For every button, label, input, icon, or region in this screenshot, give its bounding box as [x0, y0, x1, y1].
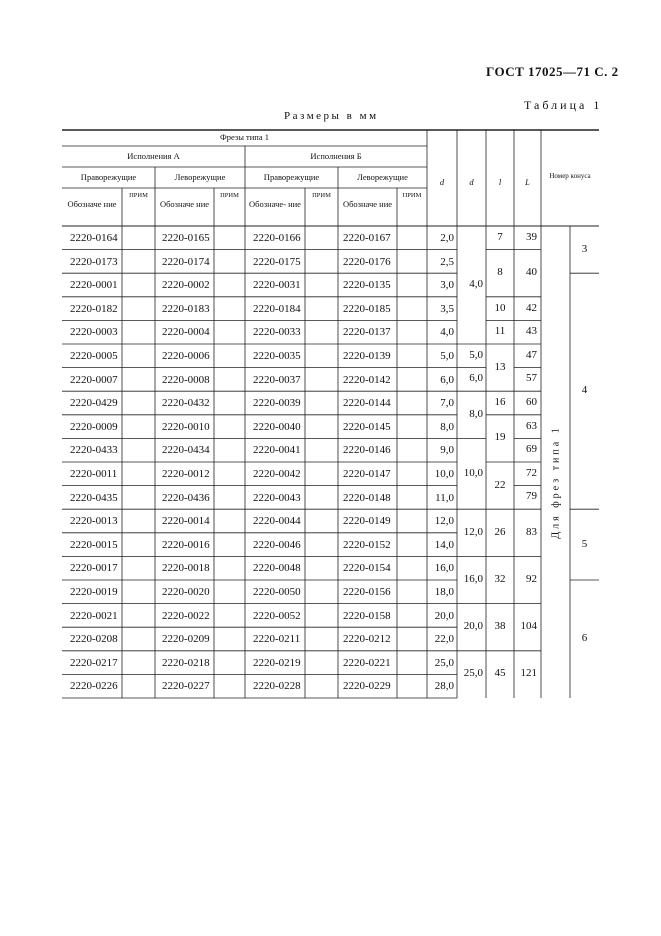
- designation-cell: 2220-0164: [70, 232, 118, 244]
- d-value: 20,0: [434, 609, 454, 622]
- designation-cell: 2220-0010: [162, 420, 210, 433]
- designation-cell: 2220-0208: [70, 633, 118, 646]
- designation-cell: 2220-0218: [162, 656, 210, 669]
- L-value: 92: [526, 573, 537, 585]
- l-value: 19: [494, 431, 506, 444]
- d-value: 14,0: [434, 538, 454, 551]
- designation-cell: 2220-0052: [253, 609, 301, 622]
- designation-cell: 2220-0017: [70, 562, 118, 575]
- l-value: 45: [494, 667, 506, 680]
- designation-cell: 2220-0148: [343, 491, 391, 504]
- l-value: 32: [494, 573, 506, 585]
- designation-cell: 2220-0173: [70, 255, 118, 268]
- designation-cell: 2220-0007: [70, 373, 118, 386]
- d-value: 3,5: [440, 302, 454, 315]
- designation-cell: 2220-0182: [70, 302, 118, 315]
- right-cut-header: Праворежущие: [80, 172, 137, 182]
- designation-cell: 2220-0012: [162, 468, 210, 480]
- exec-b-header: Исполнения Б: [310, 151, 362, 161]
- designation-cell: 2220-0137: [343, 326, 391, 339]
- d-value: 16,0: [434, 562, 454, 575]
- num-value: 6: [581, 632, 588, 644]
- designation-cell: 2220-0004: [162, 326, 210, 339]
- designation-header: Обозначе ние: [159, 199, 210, 209]
- designation-cell: 2220-0001: [70, 279, 118, 292]
- L-value: 43: [526, 325, 537, 338]
- d1-value: 16,0: [463, 573, 483, 585]
- d-value: 10,0: [434, 468, 454, 480]
- applicability-mark: ПРИМ: [402, 192, 422, 199]
- designation-cell: 2220-0174: [162, 255, 210, 268]
- designation-cell: 2220-0221: [343, 656, 391, 669]
- designation-cell: 2220-0033: [253, 326, 301, 339]
- l-value: 7: [497, 230, 503, 243]
- designation-cell: 2220-0050: [253, 586, 301, 598]
- designation-header: Обозначе ние: [342, 199, 393, 209]
- L-value: 47: [526, 348, 537, 361]
- num-header: Номер конуса: [549, 172, 591, 180]
- designation-cell: 2220-0432: [162, 397, 210, 410]
- designation-cell: 2220-0021: [70, 609, 118, 622]
- designation-header: Обозначе ние: [67, 199, 117, 209]
- L-value: 69: [526, 443, 537, 456]
- designation-cell: 2220-0016: [162, 538, 210, 551]
- L-value: 39: [526, 230, 537, 243]
- page-header: ГОСТ 17025—71 С. 2: [486, 64, 619, 79]
- designation-cell: 2220-0048: [253, 562, 301, 575]
- col-l-header: l: [498, 177, 502, 187]
- designation-cell: 2220-0156: [343, 586, 391, 598]
- designation-cell: 2220-0212: [343, 633, 391, 646]
- L-value: 42: [526, 301, 537, 314]
- designation-cell: 2220-0037: [253, 373, 301, 386]
- designation-cell: 2220-0184: [253, 302, 301, 315]
- designation-cell: 2220-0154: [343, 562, 391, 575]
- d1-value: 25,0: [463, 667, 483, 680]
- l-value: 10: [494, 301, 506, 314]
- designation-cell: 2220-0015: [70, 538, 118, 551]
- designation-cell: 2220-0003: [70, 326, 118, 339]
- designation-cell: 2220-0020: [162, 586, 210, 598]
- col-L-header: L: [525, 177, 530, 187]
- d-value: 25,0: [434, 656, 454, 669]
- d1-value: 5,0: [469, 348, 483, 361]
- designation-cell: 2220-0019: [70, 586, 118, 598]
- designation-cell: 2220-0022: [162, 609, 210, 622]
- d1-value: 20,0: [463, 620, 483, 633]
- designation-cell: 2220-0226: [70, 680, 118, 693]
- d-value: 7,0: [440, 397, 454, 410]
- d-value: 6,0: [440, 373, 454, 386]
- designation-cell: 2220-0434: [162, 444, 210, 457]
- type-header: Фрезы типа 1: [220, 132, 269, 142]
- designation-cell: 2220-0167: [343, 232, 391, 244]
- num-value: 4: [581, 384, 588, 397]
- l-value: 8: [497, 266, 503, 279]
- l-value: 13: [494, 360, 506, 373]
- L-value: 121: [520, 667, 537, 680]
- l-value: 16: [494, 396, 506, 408]
- designation-cell: 2220-0040: [253, 420, 301, 433]
- l-value: 22: [494, 478, 506, 491]
- d-value: 2,5: [440, 255, 454, 268]
- d-value: 9,0: [440, 444, 454, 457]
- designation-cell: 2220-0146: [343, 444, 391, 457]
- designation-cell: 2220-0041: [253, 444, 301, 457]
- designation-cell: 2220-0144: [343, 397, 391, 410]
- left-cut-header: Леворежущие: [174, 172, 226, 182]
- d-value: 8,0: [440, 420, 454, 433]
- right-cut-header-b: Праворежущие: [263, 172, 320, 182]
- designation-cell: 2220-0042: [253, 468, 301, 480]
- num-value: 5: [581, 537, 588, 550]
- d-value: 3,0: [440, 279, 454, 292]
- d-value: 28,0: [434, 680, 454, 693]
- designation-cell: 2220-0014: [162, 515, 210, 528]
- designation-cell: 2220-0211: [253, 633, 301, 646]
- applicability-mark: ПРИМ: [129, 192, 148, 199]
- designation-cell: 2220-0039: [253, 397, 301, 410]
- table-number-label: Таблица 1: [524, 98, 603, 112]
- designation-cell: 2220-0031: [253, 279, 301, 292]
- designation-cell: 2220-0011: [70, 468, 118, 480]
- d1-value: 8,0: [469, 407, 483, 420]
- d1-value: 12,0: [463, 525, 483, 538]
- designation-cell: 2220-0229: [343, 680, 391, 693]
- designation-cell: 2220-0044: [253, 515, 301, 528]
- d1-value: 4,0: [469, 278, 483, 290]
- designation-cell: 2220-0005: [70, 350, 118, 362]
- L-value: 104: [520, 620, 537, 633]
- d1-value: 6,0: [469, 372, 483, 385]
- l-value: 38: [494, 620, 506, 633]
- designation-cell: 2220-0219: [253, 656, 301, 669]
- designation-cell: 2220-0228: [253, 680, 301, 693]
- d-value: 18,0: [434, 586, 454, 598]
- L-value: 57: [526, 372, 537, 385]
- designation-cell: 2220-0013: [70, 515, 118, 528]
- designation-header: Обозначе- ние: [249, 199, 301, 209]
- designation-cell: 2220-0227: [162, 680, 210, 693]
- d-value: 11,0: [435, 491, 454, 504]
- L-value: 83: [526, 525, 537, 538]
- d-value: 5,0: [440, 350, 454, 362]
- designation-cell: 2220-0435: [70, 491, 118, 504]
- L-value: 72: [526, 466, 537, 479]
- d1-value: 10,0: [463, 466, 483, 479]
- l-value: 11: [494, 325, 506, 338]
- d-value: 2,0: [440, 232, 454, 244]
- designation-cell: 2220-0142: [343, 373, 391, 386]
- designation-cell: 2220-0152: [343, 538, 391, 551]
- designation-cell: 2220-0147: [343, 468, 391, 480]
- designation-cell: 2220-0046: [253, 538, 301, 551]
- designation-cell: 2220-0166: [253, 232, 301, 244]
- designation-cell: 2220-0165: [162, 232, 210, 244]
- col-d1-header: d: [469, 177, 474, 187]
- L-value: 79: [526, 490, 537, 503]
- designation-cell: 2220-0185: [343, 302, 391, 315]
- l-value: 26: [494, 525, 506, 538]
- vertical-applicability-label: Для фрез типа 1: [550, 425, 561, 539]
- designation-cell: 2220-0043: [253, 491, 301, 504]
- designation-cell: 2220-0035: [253, 350, 301, 362]
- units-label: Размеры в мм: [284, 110, 379, 122]
- designation-cell: 2220-0429: [70, 397, 118, 410]
- col-d-header: d: [439, 177, 445, 187]
- d-value: 12,0: [434, 515, 454, 528]
- designation-cell: 2220-0145: [343, 420, 391, 433]
- designation-cell: 2220-0009: [70, 420, 118, 433]
- applicability-mark: ПРИМ: [220, 192, 239, 199]
- designation-cell: 2220-0436: [162, 491, 210, 504]
- d-value: 4,0: [440, 326, 454, 339]
- designation-cell: 2220-0002: [162, 279, 210, 292]
- designation-cell: 2220-0183: [162, 302, 210, 315]
- designation-cell: 2220-0433: [70, 444, 118, 457]
- designation-cell: 2220-0149: [343, 515, 391, 528]
- d-value: 22,0: [434, 633, 454, 646]
- designation-cell: 2220-0139: [343, 350, 391, 362]
- designation-cell: 2220-0209: [162, 633, 210, 646]
- num-value: 3: [581, 242, 588, 255]
- designation-cell: 2220-0018: [162, 562, 210, 575]
- designation-cell: 2220-0175: [253, 255, 301, 268]
- designation-cell: 2220-0006: [162, 350, 210, 362]
- applicability-mark: ПРИМ: [312, 192, 331, 199]
- L-value: 60: [526, 396, 537, 408]
- exec-a-header: Исполнения А: [127, 151, 180, 161]
- designation-cell: 2220-0176: [343, 255, 391, 268]
- designation-cell: 2220-0217: [70, 656, 118, 669]
- L-value: 40: [526, 266, 537, 279]
- designation-cell: 2220-0135: [343, 279, 391, 292]
- designation-cell: 2220-0008: [162, 373, 210, 386]
- L-value: 63: [526, 419, 537, 432]
- designation-cell: 2220-0158: [343, 609, 391, 622]
- left-cut-header-b: Леворежущие: [357, 172, 408, 182]
